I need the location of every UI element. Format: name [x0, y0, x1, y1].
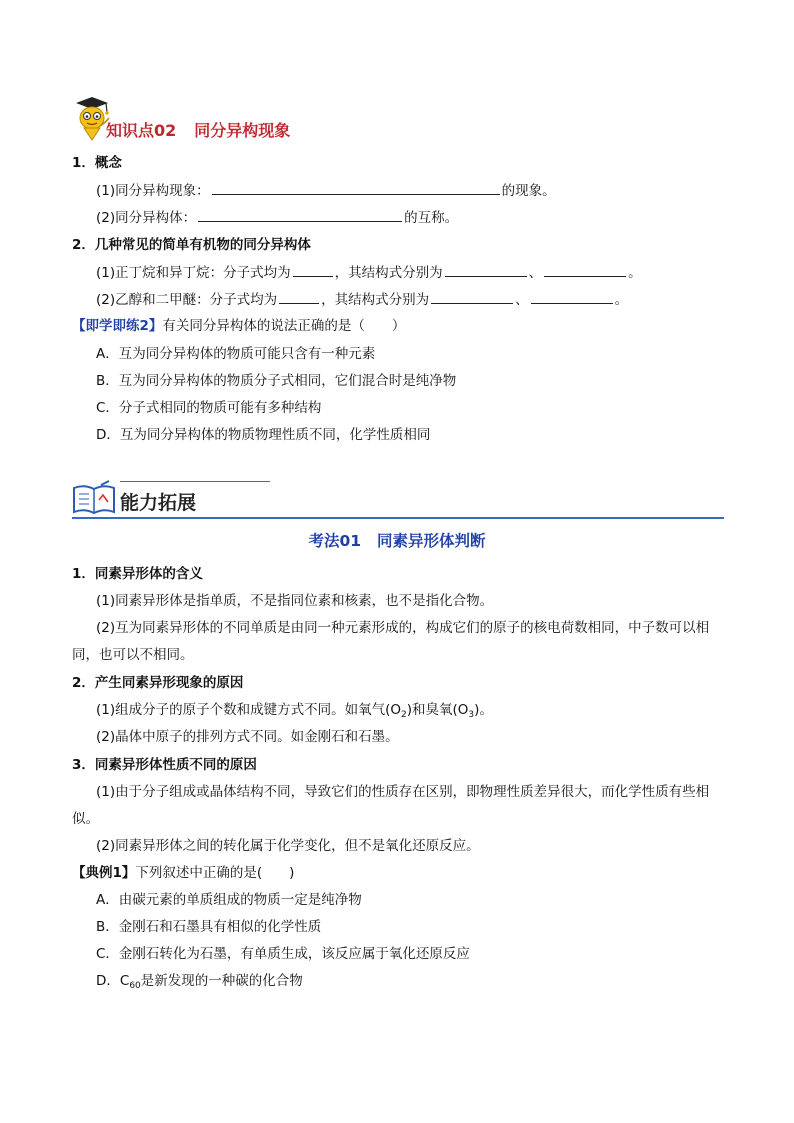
- concept-line-1: (1)同分异构现象： 的现象。: [96, 183, 556, 199]
- concept-line-2: (2)同分异构体： 的互称。: [96, 210, 459, 226]
- diff-p1b: 似。: [72, 811, 99, 827]
- blank-field[interactable]: [198, 208, 402, 222]
- practice-tag: 【即学即练2】: [72, 318, 163, 334]
- diff-p1a: (1)由于分子组成或晶体结构不同，导致它们的性质存在区别，即物理性质差异很大，而化学性质有些相: [96, 784, 710, 800]
- open-book-icon: [72, 480, 116, 516]
- example-option-d[interactable]: D．$C_{60}$是新发现的一种碳的化合物: [96, 973, 303, 991]
- practice-option-b[interactable]: B．互为同分异构体的物质分子式相同，它们混合时是纯净物: [96, 373, 457, 389]
- example-option-b[interactable]: B．金刚石和石墨具有相似的化学性质: [96, 919, 322, 935]
- section-header: [72, 94, 472, 144]
- concept-heading: 1．概念: [72, 155, 122, 171]
- meaning-p1: (1)同素异形体是指单质，不是指同位素和核素，也不是指化合物。: [96, 593, 494, 609]
- section-number: 知识点02: [106, 121, 177, 140]
- blank-field[interactable]: [544, 263, 626, 277]
- diff-heading: 3．同素异形体性质不同的原因: [72, 757, 257, 773]
- kaofa-title: 考法01 同素异形体判断: [308, 532, 486, 550]
- meaning-heading: 1．同素异形体的含义: [72, 566, 203, 582]
- blank-field[interactable]: [431, 290, 513, 304]
- blank-field[interactable]: [445, 263, 527, 277]
- common-heading: 2．几种常见的简单有机物的同分异构体: [72, 237, 311, 253]
- banner-top-rule: [120, 481, 270, 482]
- common-line-1: (1)正丁烷和异丁烷：分子式均为 ，其结构式分别为 、 。: [96, 265, 642, 281]
- example-option-a[interactable]: A．由碳元素的单质组成的物质一定是纯净物: [96, 892, 362, 908]
- section-name: 同分异构现象: [194, 121, 291, 140]
- ability-label: 能力拓展: [120, 492, 197, 514]
- practice-option-a[interactable]: A．互为同分异构体的物质可能只含有一种元素: [96, 346, 376, 362]
- reason-p1: (1)组成分子的原子个数和成键方式不同。如氧气$(O_2)$和臭氧$(O_3)$。: [96, 702, 493, 720]
- practice-option-c[interactable]: C．分子式相同的物质可能有多种结构: [96, 400, 322, 416]
- section-title: [106, 118, 290, 141]
- meaning-p2a: (2)互为同素异形体的不同单质是由同一种元素形成的，构成它们的原子的核电荷数相同，中子数可以相: [96, 620, 710, 636]
- blank-field[interactable]: [531, 290, 613, 304]
- example-question: 【典例1】下列叙述中正确的是( ): [72, 865, 295, 881]
- blank-field[interactable]: [279, 290, 319, 304]
- practice-option-d[interactable]: D．互为同分异构体的物质物理性质不同，化学性质相同: [96, 427, 431, 443]
- common-line-2: (2)乙醇和二甲醚：分子式均为 ，其结构式分别为 、 。: [96, 292, 629, 308]
- practice-question: 【即学即练2】有关同分异构体的说法正确的是（ ）: [72, 318, 406, 334]
- blank-field[interactable]: [293, 263, 333, 277]
- reason-heading: 2．产生同素异形现象的原因: [72, 675, 244, 691]
- example-tag: 【典例1】: [72, 865, 136, 881]
- banner-bottom-rule: [72, 517, 724, 519]
- example-option-c[interactable]: C．金刚石转化为石墨，有单质生成，该反应属于氧化还原反应: [96, 946, 470, 962]
- ability-banner: [72, 478, 724, 522]
- diff-p2: (2)同素异形体之间的转化属于化学变化，但不是氧化还原反应。: [96, 838, 480, 854]
- reason-p2: (2)晶体中原子的排列方式不同。如金刚石和石墨。: [96, 729, 399, 745]
- meaning-p2b: 同，也可以不相同。: [72, 647, 194, 663]
- blank-field[interactable]: [212, 181, 500, 195]
